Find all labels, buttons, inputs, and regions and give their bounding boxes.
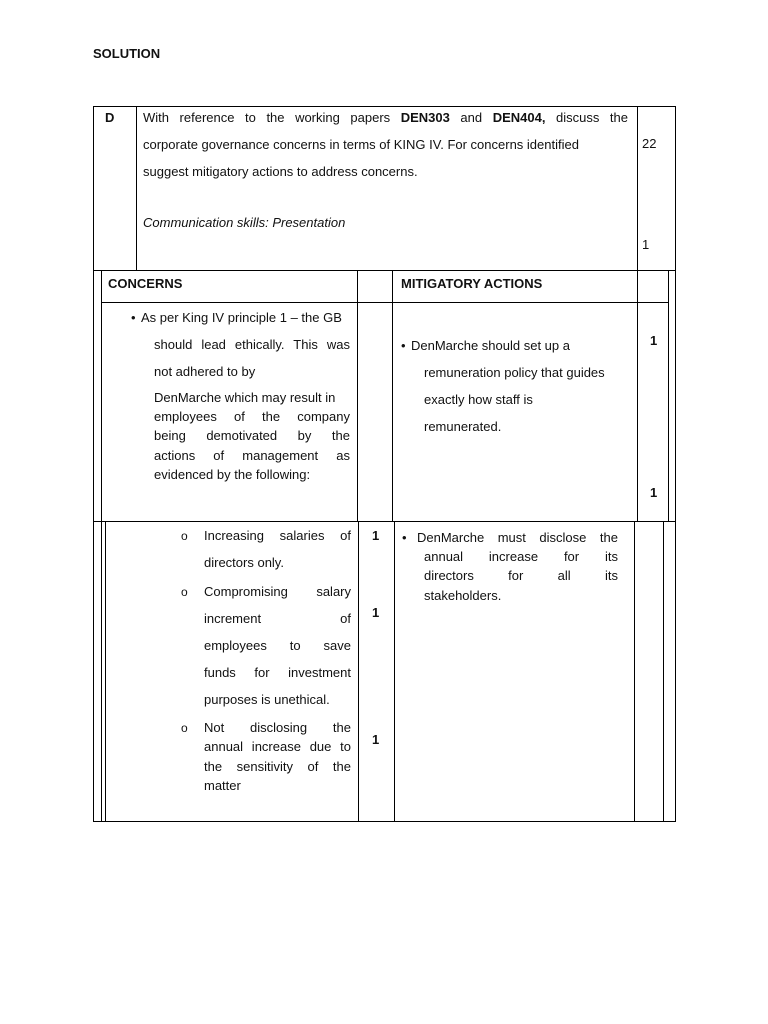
action-bullet: • xyxy=(401,338,406,353)
action-line: remuneration policy that guides xyxy=(424,365,605,380)
action-bullet: • xyxy=(402,530,407,545)
concern-line: As per King IV principle 1 – the GB xyxy=(141,310,342,325)
sub-concern-line: annual increase due to xyxy=(204,739,351,754)
action-line: stakeholders. xyxy=(424,588,502,603)
sub-concern-line: matter xyxy=(204,778,241,793)
page-heading: SOLUTION xyxy=(93,46,161,61)
row1-mark: 1 xyxy=(650,485,658,500)
sub-concern-line: increment of xyxy=(204,611,351,626)
header-concerns: CONCERNS xyxy=(108,276,183,291)
concern-line: actions of management as xyxy=(154,448,350,463)
sub-bullet: o xyxy=(181,721,188,735)
row2-mark: 1 xyxy=(372,732,380,747)
marks-main: 22 xyxy=(642,136,657,151)
action-line: directors for all its xyxy=(424,568,618,583)
concern-line: not adhered to by xyxy=(154,364,256,379)
question-line-2: corporate governance concerns in terms of KING IV. For concerns identified xyxy=(143,137,579,152)
concern-line: evidenced by the following: xyxy=(154,467,311,482)
sub-concern-line: purposes is unethical. xyxy=(204,692,330,707)
marks-communication: 1 xyxy=(642,237,650,252)
sub-concern-line: directors only. xyxy=(204,555,284,570)
sub-concern-line: Compromising salary xyxy=(204,584,351,599)
sub-concern-line: employees to save xyxy=(204,638,351,653)
sub-concern-line: Not disclosing the xyxy=(204,720,351,735)
concern-line: should lead ethically. This was xyxy=(154,337,350,352)
action-line: remunerated. xyxy=(424,419,502,434)
sub-concern-line: funds for investment xyxy=(204,665,351,680)
concern-bullet: • xyxy=(131,310,136,325)
sub-bullet: o xyxy=(181,585,188,599)
sub-bullet: o xyxy=(181,529,188,543)
question-letter: D xyxy=(105,110,115,125)
sub-concern-line: the sensitivity of the xyxy=(204,759,351,774)
action-line: annual increase for its xyxy=(424,549,618,564)
header-mitigatory-actions: MITIGATORY ACTIONS xyxy=(401,276,543,291)
question-line-3: suggest mitigatory actions to address concerns. xyxy=(143,164,418,179)
communication-skills: Communication skills: Presentation xyxy=(143,215,346,230)
sub-concern-line: Increasing salaries of xyxy=(204,528,351,543)
row1-mark: 1 xyxy=(650,333,658,348)
row2-mark: 1 xyxy=(372,605,380,620)
action-line: DenMarche must disclose the xyxy=(417,530,618,545)
concern-line: DenMarche which may result in xyxy=(154,390,336,405)
concern-line: employees of the company xyxy=(154,409,350,424)
action-line: DenMarche should set up a xyxy=(411,338,570,353)
row2-mark: 1 xyxy=(372,528,380,543)
question-line-1: With reference to the working papers DEN303 and DEN404, discuss the xyxy=(143,110,628,125)
concern-line: being demotivated by the xyxy=(154,428,350,443)
action-line: exactly how staff is xyxy=(424,392,533,407)
